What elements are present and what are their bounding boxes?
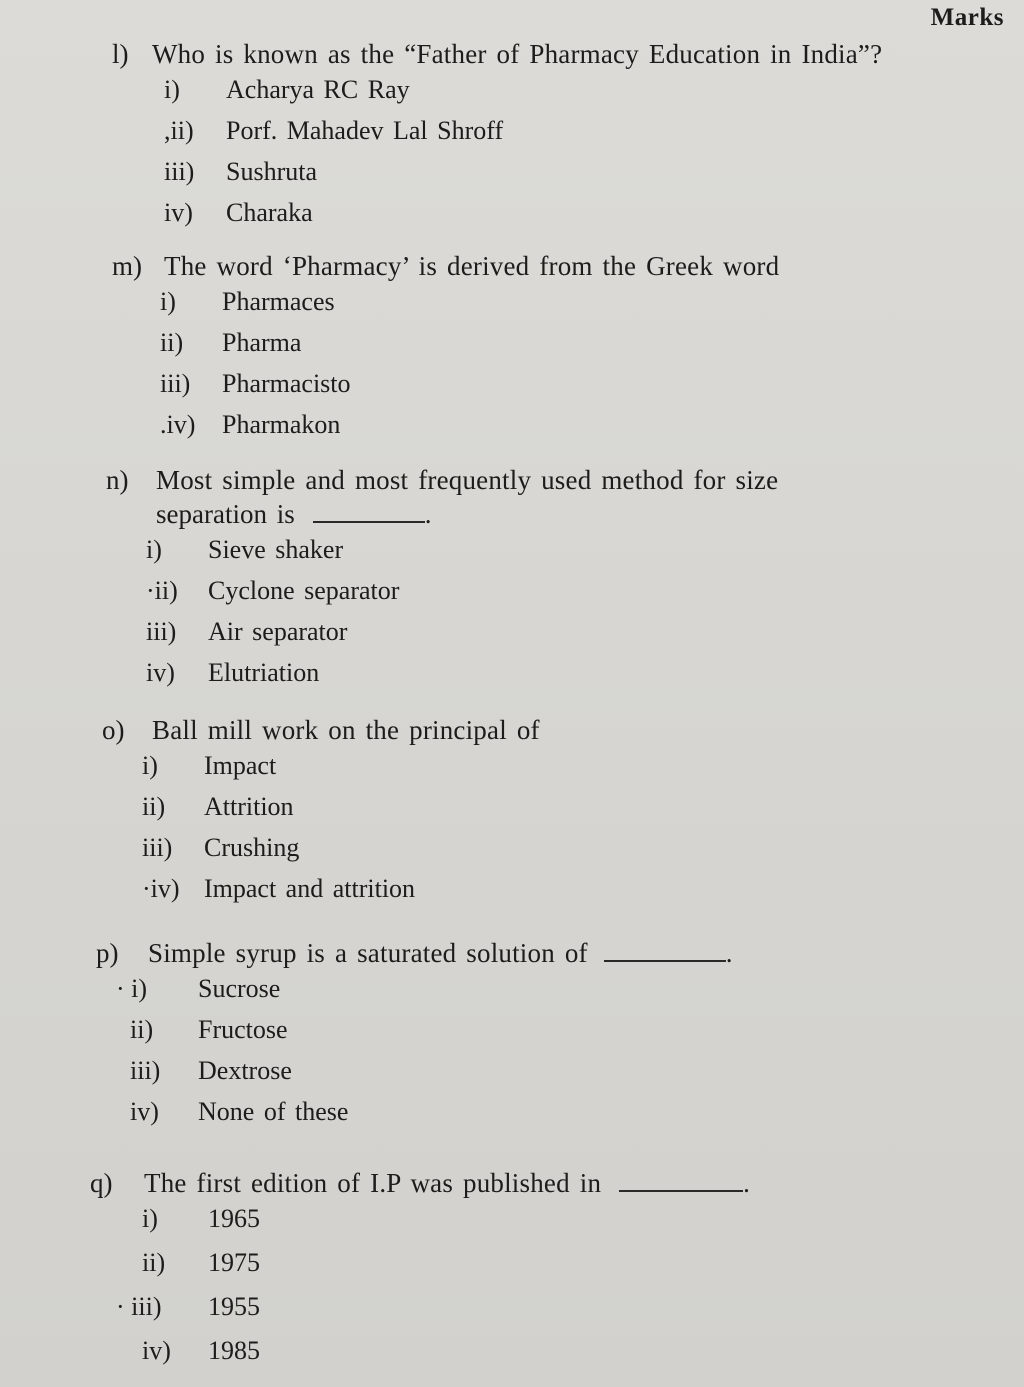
question-l [112,38,972,239]
option-text: Acharya RC Ray [226,75,410,104]
option-number: .iv) [160,410,196,439]
question-stem [96,936,986,970]
option-number: iv) [164,198,193,227]
option-text: Cyclone separator [208,576,400,605]
option-number: ii) [160,328,184,357]
option-number: iii) [146,617,177,646]
option-text: Sushruta [226,157,317,186]
blank-period: . [743,1168,750,1198]
option [160,410,972,451]
option-text: Pharma [222,328,302,357]
marks-header: Marks [930,4,1004,31]
answer-blank [619,1166,743,1192]
option [146,576,986,617]
question-text: Ball mill work on the principal of [152,715,540,745]
option-text: Fructose [198,1015,288,1044]
option-list [90,1204,990,1380]
option-text: Impact and attrition [204,874,416,903]
option [160,287,972,328]
option-list [112,287,972,451]
option-number: i) [164,75,180,104]
option [142,751,982,792]
option-number: iv) [142,1336,171,1365]
option-text: 1985 [208,1336,260,1365]
option-number: i) [142,751,158,780]
option-text: None of these [198,1097,349,1126]
option-number: · i) [116,974,148,1003]
option [164,75,972,116]
option-text: Pharmakon [222,410,341,439]
option [142,1248,990,1292]
option [130,1015,986,1056]
option [146,658,986,699]
question-letter: m) [112,251,142,281]
option-list [96,974,986,1138]
option-number: ii) [142,792,166,821]
option [160,369,972,410]
option-text: 1965 [208,1204,260,1233]
option-number: ii) [130,1015,154,1044]
option-list [102,751,982,915]
option [130,1056,986,1097]
option [116,1292,990,1336]
question-n [106,464,986,699]
question-letter: p) [96,938,119,968]
option [142,1204,990,1248]
option [164,157,972,198]
option [160,328,972,369]
option [116,974,986,1015]
option-number: iii) [160,369,191,398]
option-text: Attrition [204,792,294,821]
option-number: i) [146,535,162,564]
option-list [106,535,986,699]
option-text: Air separator [208,617,348,646]
question-text-continued [106,497,986,531]
option-number: iii) [164,157,195,186]
option-number: i) [160,287,176,316]
option-text: Charaka [226,198,313,227]
option-number: iv) [130,1097,159,1126]
option [146,617,986,658]
option [142,792,982,833]
option-text: Sieve shaker [208,535,344,564]
answer-blank [604,936,726,962]
option-number: iii) [130,1056,161,1085]
option-number: ·iv) [142,874,180,903]
option-number: ·ii) [146,576,178,605]
blank-period: . [725,938,733,968]
question-stem [90,1166,990,1200]
question-p [96,936,986,1138]
option-text: Dextrose [198,1056,292,1085]
question-text: The first edition of I.P was published in [144,1168,602,1198]
option [142,833,982,874]
option-number: ii) [142,1248,166,1277]
option-text: Impact [204,751,277,780]
option-text: Pharmacisto [222,369,351,398]
option [164,116,972,157]
option-text: Porf. Mahadev Lal Shroff [226,116,504,145]
question-text: Most simple and most frequently used method for size [156,465,779,495]
question-letter: q) [90,1168,113,1198]
option-text: Elutriation [208,658,320,687]
option [146,535,986,576]
question-text: The word ‘Pharmacy’ is derived from the Greek word [164,251,780,281]
blank-period: . [424,499,432,529]
option [142,1336,990,1380]
question-text: Simple syrup is a saturated solution of [148,938,588,968]
option-list [112,75,972,239]
option-text: 1975 [208,1248,260,1277]
option-number: ,ii) [164,116,194,145]
option-text: Sucrose [198,974,281,1003]
question-m [112,250,972,451]
option [142,874,982,915]
option-text: Crushing [204,833,300,862]
answer-blank [313,497,425,523]
option-text: Pharmaces [222,287,335,316]
question-text-line2: separation is [156,499,295,529]
option-text: 1955 [208,1292,260,1321]
question-stem [102,714,982,747]
question-o [102,714,982,915]
option-number: iii) [142,833,173,862]
question-stem [106,464,986,497]
option-number: · iii) [116,1292,162,1321]
option-number: i) [142,1204,158,1233]
question-stem [112,38,972,71]
option [164,198,972,239]
question-letter: n) [106,465,129,495]
question-letter: o) [102,715,125,745]
question-text: Who is known as the “Father of Pharmacy Education in India”? [152,39,883,69]
option-number: iv) [146,658,175,687]
question-q [90,1166,990,1380]
option [130,1097,986,1138]
question-stem [112,250,972,283]
question-letter: l) [112,39,129,69]
